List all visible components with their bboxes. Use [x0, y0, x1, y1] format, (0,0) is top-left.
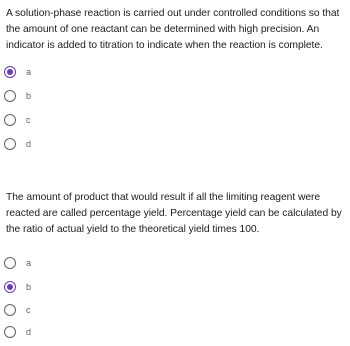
- question-2-option-a[interactable]: [0, 253, 120, 277]
- radio-unselected-icon[interactable]: [4, 304, 16, 316]
- radio-unselected-icon[interactable]: [4, 257, 16, 269]
- question-2-option-b[interactable]: [0, 277, 120, 301]
- question-1-option-c[interactable]: [0, 110, 120, 134]
- option-label: a: [26, 258, 32, 268]
- option-label: b: [26, 91, 32, 101]
- option-label: a: [26, 67, 32, 77]
- radio-unselected-icon[interactable]: [4, 326, 16, 338]
- option-label: b: [26, 282, 32, 292]
- radio-selected-icon[interactable]: [4, 281, 16, 293]
- radio-unselected-icon[interactable]: [4, 138, 16, 150]
- question-2-option-c[interactable]: [0, 300, 120, 324]
- option-label: c: [26, 305, 31, 315]
- question-1-option-b[interactable]: [0, 86, 120, 110]
- question-1-option-d[interactable]: [0, 134, 120, 158]
- question-1-option-a[interactable]: [0, 62, 120, 86]
- question-divider: [0, 176, 350, 177]
- radio-unselected-icon[interactable]: [4, 114, 16, 126]
- question-2-option-d[interactable]: [0, 322, 120, 346]
- radio-unselected-icon[interactable]: [4, 90, 16, 102]
- question-1-text: A solution-phase reaction is carried out under controlled conditions so that the amount of one reactant can be determined with high precision. An indicator is added to titration to indicate when the reaction is complete.: [6, 8, 340, 51]
- question-2-text: The amount of product that would result if all the limiting reagent were reacted are called percentage yield. Percentage yield can be calculated by the ratio of actual yield to the theoretical yield times 100.: [6, 192, 342, 235]
- option-label: d: [26, 139, 32, 149]
- radio-selected-icon[interactable]: [4, 66, 16, 78]
- option-label: d: [26, 327, 32, 337]
- option-label: c: [26, 115, 31, 125]
